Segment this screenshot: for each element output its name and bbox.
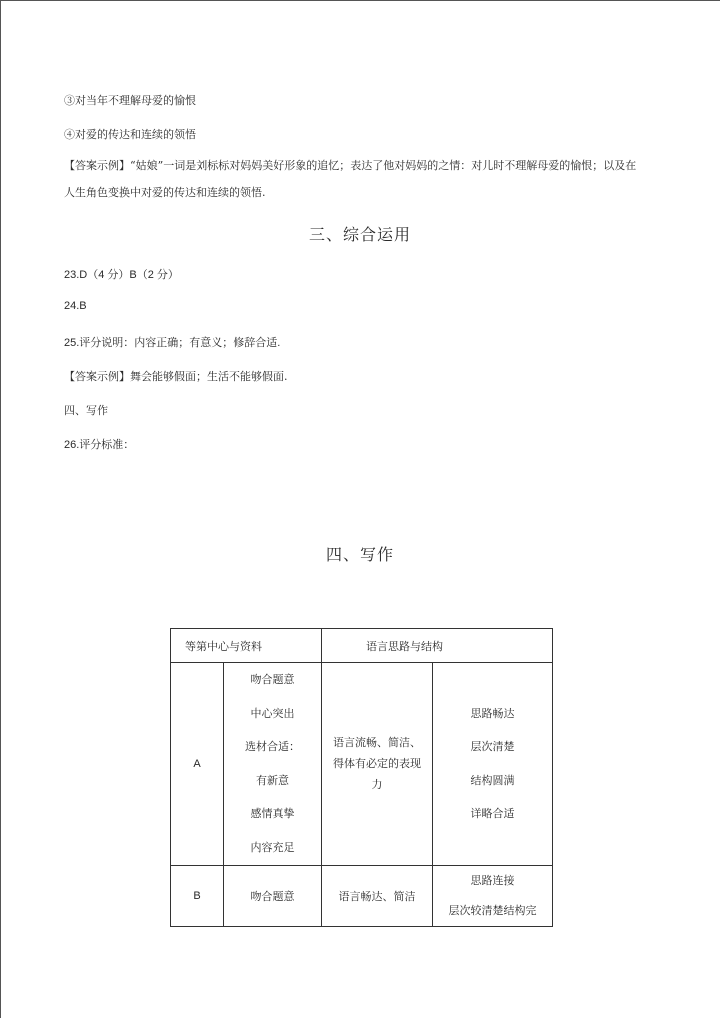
section-heading-4: 四、写作 [325, 545, 394, 564]
grade-a: A [171, 663, 224, 866]
row-a-content-item: 感情真挚 [250, 807, 295, 821]
page-border-left [0, 0, 1, 1018]
answer-item-3: ③对当年不理解母爱的愉恨 [64, 94, 196, 107]
answer-item-4: ④对爱的传达和连续的领悟 [64, 128, 196, 141]
grade-b: B [171, 865, 224, 926]
row-a-content-item: 有新意 [256, 773, 289, 787]
row-a-structure-item: 思路畅达 [470, 706, 515, 720]
answer-example-2: 【答案示例】舞会能够假面；生活不能够假面. [64, 370, 288, 383]
row-b-structure-cell [433, 865, 553, 926]
row-a-structure-item: 层次清楚 [470, 740, 515, 754]
table-row-b [171, 865, 553, 926]
table-row-a [171, 663, 553, 866]
page-border-top [0, 0, 720, 1]
section-label-writing: 四、写作 [64, 404, 108, 417]
grading-table [170, 628, 553, 927]
answer-example-1: 【答案示例】“姑娘”一词是刘标标对妈妈美好形象的追忆；表达了他对妈妈的之情：对儿时不理解母爱的愉恨；以及在人生角色变换中对爱的传达和连续的领悟. [64, 159, 637, 199]
row-a-structure-item: 结构圆满 [470, 773, 515, 787]
row-b-structure-item: 层次较清楚结构完 [448, 903, 537, 917]
section-heading-3: 三、综合运用 [308, 225, 411, 244]
row-b-content-cell: 吻合题意 [224, 865, 322, 926]
answer-24: 24.B [64, 300, 87, 312]
header-cell-language: 语言思路与结构 [322, 629, 553, 663]
row-a-content-item: 内容充足 [250, 840, 295, 854]
row-a-language-cell: 语言流畅、简洁、得体有必定的表现力 [322, 663, 433, 866]
row-a-content-cell [224, 663, 322, 866]
answer-23: 23.D（4 分）B（2 分） [64, 269, 179, 281]
row-b-structure-item: 思路连接 [470, 873, 515, 887]
row-b-language-cell: 语言畅达、简洁 [322, 865, 433, 926]
row-a-structure-cell [433, 663, 553, 866]
header-cell-content: 等第中心与资料 [171, 629, 322, 663]
row-a-content-item: 中心突出 [250, 706, 295, 720]
answer-25: 25.评分说明：内容正确；有意义；修辞合适. [64, 337, 281, 349]
table-header-row [171, 629, 553, 663]
row-a-content-item: 选材合适： [245, 740, 300, 754]
answer-26: 26.评分标准： [64, 439, 135, 451]
row-a-structure-item: 详略合适 [470, 807, 515, 821]
row-a-content-item: 吻合题意 [250, 673, 295, 686]
